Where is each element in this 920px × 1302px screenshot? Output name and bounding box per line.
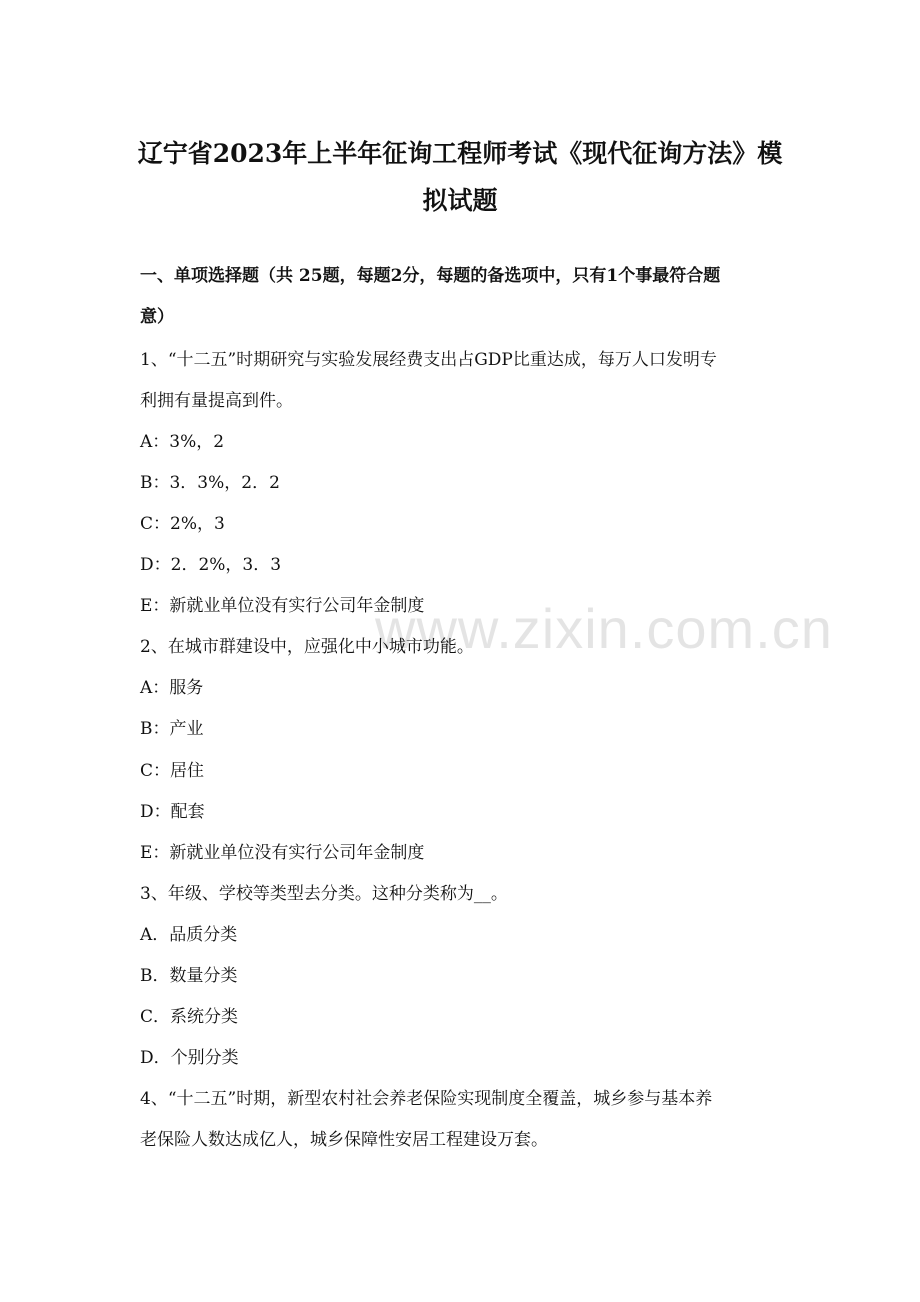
question-4-stem-line-2: 老保险人数达成亿人，城乡保障性安居工程建设万套。: [140, 1130, 548, 1150]
question-2-option-a: A：服务: [140, 678, 204, 698]
watermark: www.zixin.com.cn: [375, 597, 833, 660]
question-2-option-b: B：产业: [140, 719, 204, 739]
question-3-option-c: C．系统分类: [140, 1007, 239, 1027]
question-3-option-a: A．品质分类: [140, 925, 238, 945]
question-1-stem-line-2: 利拥有量提高到件。: [140, 391, 293, 411]
question-3-option-d: D．个别分类: [140, 1048, 239, 1068]
document-title-line-2: 拟试题: [422, 186, 498, 215]
question-3-stem-line-1: 3、年级、学校等类型去分类。这种分类称为__。: [140, 884, 508, 904]
question-2-stem-line-1: 2、在城市群建设中，应强化中小城市功能。: [140, 637, 474, 657]
question-4-stem-line-1: 4、“十二五”时期，新型农村社会养老保险实现制度全覆盖，城乡参与基本养: [140, 1089, 713, 1109]
question-2-option-d: D：配套: [140, 802, 205, 822]
question-2-option-c: C：居住: [140, 761, 205, 781]
question-1-option-a: A：3%，2: [140, 432, 225, 452]
question-3-option-b: B．数量分类: [140, 966, 238, 986]
question-1-option-e: E：新就业单位没有实行公司年金制度: [140, 596, 425, 616]
question-1-option-b: B：3．3%，2．2: [140, 473, 280, 493]
section-heading-line-1: 一、单项选择题（共 25题，每题2分，每题的备选项中，只有1个事最符合题: [140, 266, 721, 286]
question-1-option-c: C：2%，3: [140, 514, 225, 534]
document-title-line-1: 辽宁省2023年上半年征询工程师考试《现代征询方法》模: [137, 139, 783, 168]
question-2-option-e: E：新就业单位没有实行公司年金制度: [140, 843, 425, 863]
question-1-option-d: D：2．2%，3．3: [140, 555, 282, 575]
section-heading-line-2: 意）: [140, 307, 174, 327]
question-1-stem-line-1: 1、“十二五”时期研究与实验发展经费支出占GDP比重达成，每万人口发明专: [140, 350, 717, 370]
